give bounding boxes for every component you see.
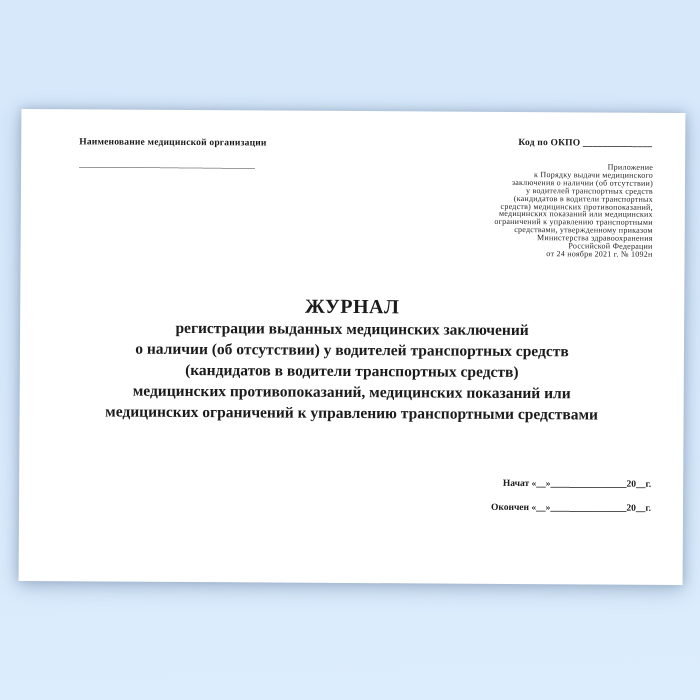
appendix-line: Приложение bbox=[607, 162, 654, 172]
appendix-line: Российской Федерации bbox=[568, 241, 653, 251]
appendix-line: заключения о наличии (об отсутствии) bbox=[511, 177, 654, 188]
appendix-line: к Порядку выдачи медицинского bbox=[534, 170, 654, 180]
title-block bbox=[20, 293, 685, 426]
date-started-field: Начат «__»________________20__г. bbox=[502, 478, 652, 490]
appendix-note bbox=[494, 163, 653, 259]
appendix-line: ограничений к управлению транспортными bbox=[494, 217, 653, 228]
org-name-label: Наименование медицинской организации bbox=[79, 137, 267, 149]
appendix-line: Министерства здравоохранения bbox=[537, 233, 653, 243]
dates-block bbox=[491, 479, 651, 515]
org-name-blank-line: _____________________________________ bbox=[79, 159, 255, 171]
journal-subtitle-line: медицинских противопоказаний, медицинских показаний или bbox=[132, 382, 571, 403]
appendix-line: средствами, утвержденному приказом bbox=[514, 225, 653, 236]
date-finished-field: Окончен «__»________________20__г. bbox=[490, 502, 652, 514]
appendix-line: средств) медицинских противопоказаний, bbox=[500, 201, 653, 212]
journal-subtitle-line: о наличии (об отсутствии) у водителей транспортных средств bbox=[135, 340, 569, 361]
journal-subtitle-line: медицинских ограничений к управлению транспортными средствами bbox=[105, 403, 599, 424]
journal-subtitle-line: регистрации выданных медицинских заключений bbox=[175, 319, 529, 340]
journal-subtitle bbox=[20, 317, 685, 426]
appendix-line: медицинских показаний или медицинских bbox=[498, 209, 653, 220]
appendix-line: от 24 ноября 2021 г. № 1092н bbox=[546, 249, 653, 259]
journal-cover-page bbox=[19, 109, 686, 585]
okpo-code-field: Код по ОКПО ______________ bbox=[518, 138, 653, 149]
journal-subtitle-line: (кандидатов в водители транспортных средств) bbox=[185, 361, 519, 382]
appendix-line: (кандидатов в водители транспортных bbox=[513, 193, 653, 204]
appendix-line: у водителей транспортных средств bbox=[526, 185, 653, 196]
journal-title: ЖУРНАЛ bbox=[305, 295, 400, 319]
